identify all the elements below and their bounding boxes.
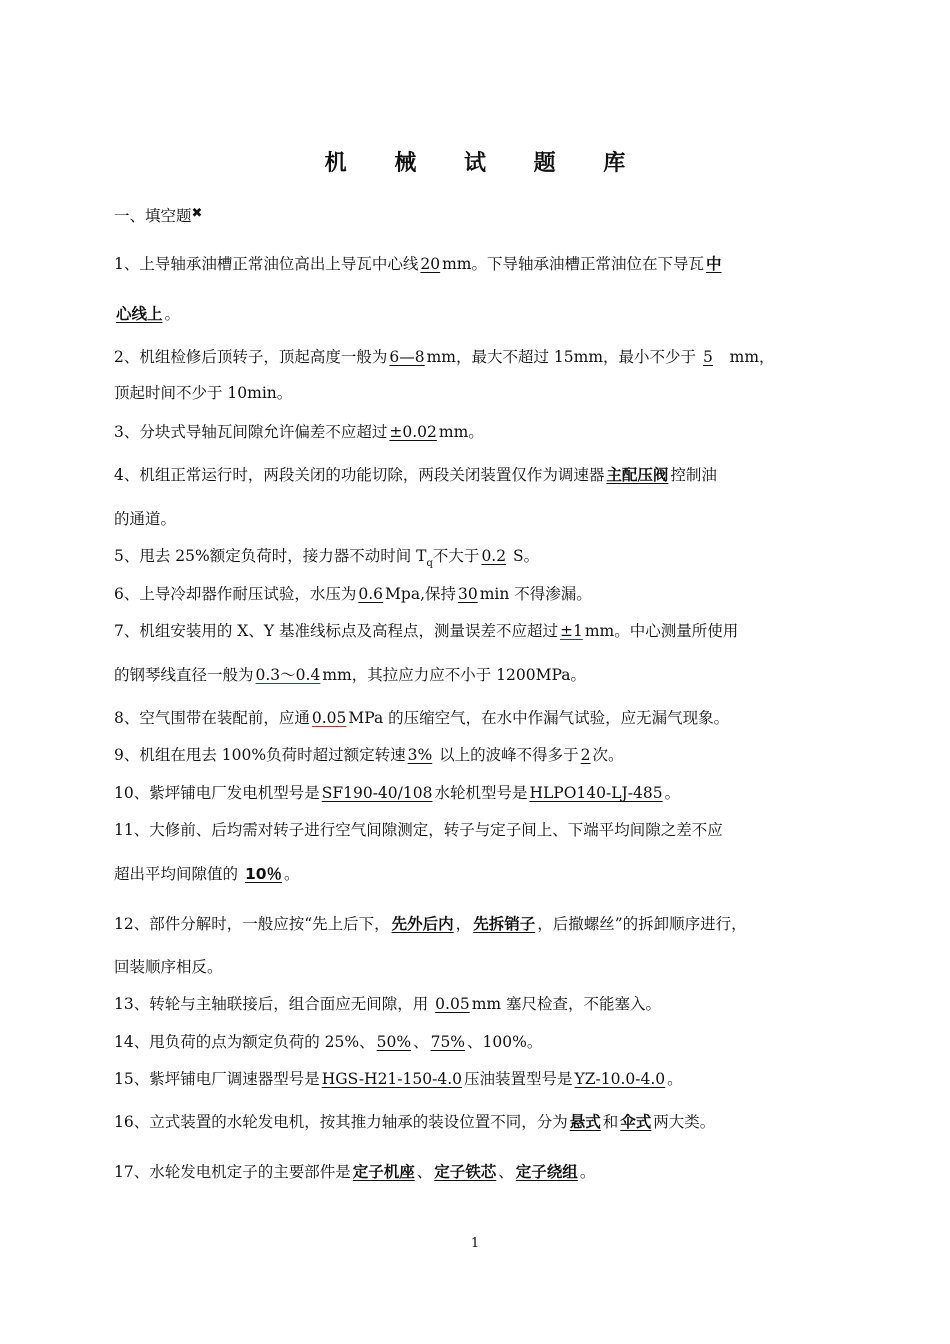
answer-blank: 主配压阀	[606, 466, 669, 484]
answer-blank: 伞式	[620, 1113, 652, 1131]
question-12-line-1	[114, 913, 747, 935]
answer-blank: 0.6	[358, 585, 384, 603]
answer-blank: 0.2	[481, 547, 507, 565]
question-text: 、	[416, 1163, 433, 1181]
question-text: 8、空气围带在装配前，应通	[114, 709, 310, 727]
answer-blank: 先拆销子	[473, 915, 536, 933]
question-13	[114, 993, 661, 1015]
page-number: 1	[470, 1236, 480, 1251]
question-2-line-1	[114, 346, 775, 368]
question-text: 控制油	[670, 466, 717, 484]
question-text: mm。下导轴承油槽正常油位在下导瓦	[442, 255, 705, 273]
answer-blank: 心线上	[116, 305, 163, 323]
question-1-line-1	[114, 253, 724, 275]
answer-blank: SF190-40/108	[321, 784, 433, 802]
question-9	[114, 744, 624, 766]
question-17	[114, 1161, 595, 1183]
question-3	[114, 421, 484, 443]
question-15	[114, 1068, 683, 1090]
question-text: mm，	[729, 348, 775, 366]
question-text: 次。	[592, 746, 624, 764]
question-16	[114, 1111, 715, 1133]
question-text: 。	[667, 1070, 683, 1088]
question-text: 以上的波峰不得多于	[439, 746, 579, 764]
question-text: 12、部件分解时，一般应按“先上后下，	[114, 915, 390, 933]
answer-blank: 3%	[407, 746, 433, 764]
question-text: 2、机组检修后顶转子，顶起高度一般为	[114, 348, 388, 366]
question-7-line-1	[114, 620, 738, 642]
question-text: 、	[498, 1163, 514, 1181]
question-12-line-2	[114, 956, 223, 978]
page-title: 机 械 试 题 库	[324, 151, 646, 176]
answer-blank: 定子绕组	[515, 1163, 578, 1181]
question-4-line-2	[114, 508, 176, 530]
question-text: 、	[413, 1033, 429, 1051]
question-text: 的钢琴线直径一般为	[114, 666, 254, 684]
question-text: 。	[284, 865, 300, 883]
question-text: mm。	[438, 423, 484, 441]
question-11-line-1	[114, 819, 723, 841]
question-text: min 不得渗漏。	[479, 585, 592, 603]
question-text: S。	[513, 547, 540, 565]
question-text: 5、甩去 25%额定负荷时，接力器不动时间 T	[114, 547, 427, 565]
question-text: Mpa,保持	[385, 585, 456, 603]
question-text: 压油装置型号是	[464, 1070, 573, 1088]
question-text: 不大于	[432, 547, 480, 565]
question-text: 回装顺序相反。	[114, 958, 223, 976]
answer-blank: 悬式	[569, 1113, 601, 1131]
question-text: 两大类。	[653, 1113, 716, 1131]
answer-blank: 0.05	[311, 709, 347, 727]
question-text: 9、机组在甩去 100%负荷时超过额定转速	[114, 746, 406, 764]
section-label: 一、填空题	[114, 207, 192, 225]
question-text: 17、水轮发电机定子的主要部件是	[114, 1163, 351, 1181]
answer-blank: ±1	[560, 622, 583, 640]
question-text: 6、上导冷却器作耐压试验，水压为	[114, 585, 357, 603]
question-1-line-2	[114, 303, 180, 325]
question-14	[114, 1031, 542, 1053]
question-text: 11、大修前、后均需对转子进行空气间隙测定，转子与定子间上、下端平均间隙之差不应	[114, 821, 723, 839]
question-text: 4、机组正常运行时，两段关闭的功能切除，两段关闭装置仅作为调速器	[114, 466, 605, 484]
answer-blank: 20	[420, 255, 441, 273]
section-heading	[114, 203, 202, 227]
question-text: ，后撤螺丝”的拆卸顺序进行，	[537, 915, 747, 933]
question-text: 。	[579, 1163, 596, 1181]
question-5	[114, 545, 539, 575]
question-text: 。	[164, 305, 181, 323]
answer-blank: 30	[458, 585, 478, 603]
question-2-line-2	[114, 382, 292, 404]
answer-blank: 中	[706, 255, 722, 273]
subscript: q	[426, 558, 433, 569]
close-mark-icon: ✖	[191, 206, 203, 221]
answer-blank: 0.3～0.4	[255, 666, 321, 684]
question-11-line-2	[114, 863, 300, 885]
question-10	[114, 782, 680, 804]
question-text: mm 塞尺检查，不能塞入。	[471, 995, 662, 1013]
answer-blank: 2	[580, 746, 591, 764]
answer-blank: HGS-H21-150-4.0	[321, 1070, 463, 1088]
question-text: 顶起时间不少于 10min。	[114, 384, 293, 402]
question-text: 15、紫坪铺电厂调速器型号是	[114, 1070, 320, 1088]
answer-blank: 6—8	[389, 348, 425, 366]
question-text: 3、分块式导轴瓦间隙允许偏差不应超过	[114, 423, 388, 441]
answer-blank: HLPO140-LJ-485	[529, 784, 663, 802]
question-text: 。	[664, 784, 681, 802]
question-7-line-2	[114, 664, 586, 686]
question-text: 14、甩负荷的点为额定负荷的 25%、	[114, 1033, 375, 1051]
question-8	[114, 707, 729, 729]
question-text: 超出平均间隙值的	[114, 865, 239, 883]
question-text: 和	[602, 1113, 619, 1131]
answer-blank: YZ-10.0-4.0	[574, 1070, 666, 1088]
question-text: 的通道。	[114, 510, 177, 528]
question-text: 7、机组安装用的 X、Y 基准线标点及高程点，测量误差不应超过	[114, 622, 558, 640]
question-6	[114, 583, 592, 605]
question-text: mm，最大不超过 15mm，最小不少于	[426, 348, 697, 366]
answer-blank: 定子铁芯	[434, 1163, 497, 1181]
question-text: 、100%。	[467, 1033, 543, 1051]
question-text: 13、转轮与主轴联接后，组合面应无间隙，用	[114, 995, 429, 1013]
answer-blank: 5	[703, 348, 713, 366]
answer-blank: 75%	[430, 1033, 466, 1051]
question-text: MPa 的压缩空气，在水中作漏气试验，应无漏气现象。	[348, 709, 730, 727]
question-text: mm，其拉应力应不小于 1200MPa。	[322, 666, 586, 684]
question-text: ，	[455, 915, 472, 933]
question-text: 水轮机型号是	[434, 784, 528, 802]
question-text: 16、立式装置的水轮发电机，按其推力轴承的装设位置不同，分为	[114, 1113, 568, 1131]
question-text: mm。中心测量所使用	[584, 622, 739, 640]
answer-blank: ±0.02	[389, 423, 437, 441]
answer-blank: 50%	[376, 1033, 412, 1051]
question-text: 1、上导轴承油槽正常油位高出上导瓦中心线	[114, 255, 419, 273]
question-4-line-1	[114, 464, 717, 486]
answer-blank: 0.05	[435, 995, 470, 1013]
answer-blank: 10％	[244, 865, 283, 883]
answer-blank: 定子机座	[352, 1163, 415, 1181]
question-text: 10、紫坪铺电厂发电机型号是	[114, 784, 320, 802]
answer-blank: 先外后内	[391, 915, 454, 933]
